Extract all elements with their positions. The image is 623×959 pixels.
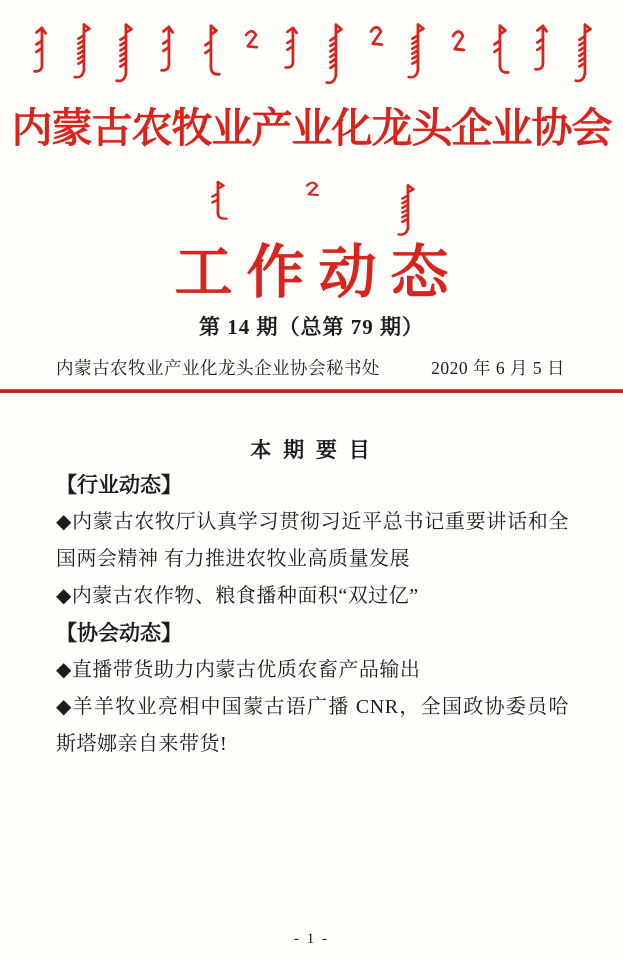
mongolian-script-banner — [30, 22, 595, 98]
red-divider — [0, 389, 623, 393]
mongolian-glyph-icon — [573, 22, 595, 86]
publisher-row — [56, 355, 565, 380]
mongolian-glyph-icon — [324, 22, 346, 88]
issue-number: 第 14 期（总第 79 期） — [199, 315, 424, 339]
org-title — [0, 95, 623, 154]
page-number: - 1 - — [294, 931, 329, 947]
mongolian-glyph-icon — [206, 179, 228, 223]
mongolian-glyph-icon — [72, 22, 94, 82]
org-title-text: 内蒙古农牧业产业化龙头企业协会 — [11, 105, 612, 151]
toc-heading: 本 期 要 目 — [250, 439, 373, 462]
bulletin-title-text: 工作动态 — [174, 240, 463, 305]
mongolian-glyph-icon — [366, 25, 386, 53]
toc-item: ◆内蒙古农牧厅认真学习贯彻习近平总书记重要讲话和全国两会精神 有力推进农牧业高质量发展 — [56, 511, 569, 570]
mongolian-glyph-icon — [30, 26, 52, 74]
toc-item: ◆直播带货助力内蒙古优质农畜产品输出 — [56, 659, 421, 681]
mongolian-glyph-icon — [241, 29, 261, 55]
publish-date: 2020 年 6 月 5 日 — [431, 358, 565, 378]
mongolian-glyph-icon — [114, 22, 136, 86]
section-title-association: 【协会动态】 — [56, 622, 182, 645]
section-title-industry: 【行业动态】 — [56, 474, 182, 497]
toc-item: ◆内蒙古农作物、粮食播种面积“双过亿” — [56, 585, 419, 607]
bulletin-title — [0, 225, 623, 309]
publisher-name: 内蒙古农牧业产业化龙头企业协会秘书处 — [56, 358, 380, 378]
mongolian-glyph-icon — [448, 29, 468, 59]
mongolian-glyph-icon — [488, 22, 510, 78]
toc-item: ◆羊羊牧业亮相中国蒙古语广播 CNR，全国政协委员哈斯塔娜亲自来带货! — [56, 696, 569, 755]
toc-body — [56, 467, 569, 763]
mongolian-glyph-icon — [157, 25, 179, 73]
mongolian-glyph-icon — [281, 26, 303, 70]
mongolian-glyph-icon — [531, 24, 553, 72]
mongolian-glyph-icon — [199, 22, 221, 80]
mongolian-glyph-icon — [406, 22, 428, 82]
mongolian-glyph-icon — [302, 181, 322, 201]
